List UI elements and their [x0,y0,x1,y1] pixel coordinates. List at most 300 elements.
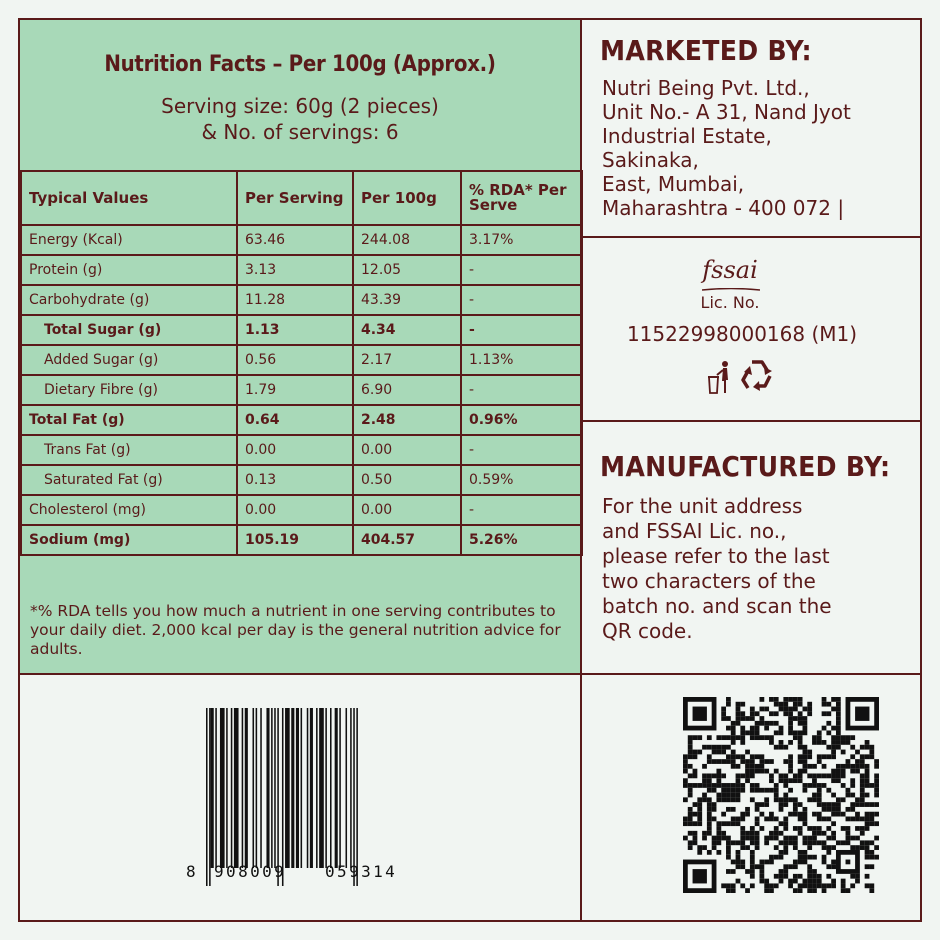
qr-module [850,874,855,879]
qr-module [860,831,865,836]
qr-module [846,740,851,745]
qr-module [774,817,779,822]
nutrient-name: Sodium (mg) [21,525,237,555]
manufactured-line: and FSSAI Lic. no., [602,519,787,543]
fssai-logo: fssai [702,256,758,284]
qr-module [702,836,707,841]
qr-module [716,778,721,783]
qr-module [793,807,798,812]
nutrient-name: Trans Fat (g) [21,435,237,465]
address-line: Maharashtra - 400 072 | [602,196,845,220]
qr-module [803,836,808,841]
qr-module [822,845,827,850]
qr-module [850,883,855,888]
qr-module [798,769,803,774]
qr-module [865,845,870,850]
qr-module [688,783,693,788]
qr-module [826,883,831,888]
qr-module [831,740,836,745]
qr-module [798,730,803,735]
qr-module [740,817,745,822]
qr-module [783,826,788,831]
qr-module [788,730,793,735]
qr-module [688,788,693,793]
qr-module [788,778,793,783]
qr-module [841,740,846,745]
qr-module [793,888,798,893]
qr-module [726,759,731,764]
qr-module [798,855,803,860]
qr-module [750,874,755,879]
qr-module [783,802,788,807]
barcode-bar [206,708,208,886]
qr-module [721,716,726,721]
qr-module [812,869,817,874]
qr-module [683,769,688,774]
qr-module [750,716,755,721]
qr-module [769,860,774,865]
qr-module [740,812,745,817]
qr-module [803,855,808,860]
qr-module [726,807,731,812]
qr-module [774,783,779,788]
qr-module [726,888,731,893]
qr-module [798,778,803,783]
qr-module [822,883,827,888]
qr-module [774,730,779,735]
qr-module [740,845,745,850]
qr-module [745,716,750,721]
qr-module [822,860,827,865]
qr-module [836,735,841,740]
qr-module [716,783,721,788]
qr-module [841,769,846,774]
qr-module [831,802,836,807]
qr-module [702,764,707,769]
qr-module [783,850,788,855]
qr-module [803,821,808,826]
qr-module [731,888,736,893]
qr-module [855,817,860,822]
qr-module [869,783,874,788]
barcode-bar [282,708,284,886]
qr-module [860,783,865,788]
qr-module [769,697,774,702]
qr-module [755,764,760,769]
qr-module [740,730,745,735]
qr-module [826,702,831,707]
barcode-bar [209,708,211,886]
qr-module [721,750,726,755]
qr-module [779,773,784,778]
per-100g-value: 2.48 [353,405,461,435]
qr-module [831,697,836,702]
qr-module [750,797,755,802]
qr-module [865,802,870,807]
qr-module [865,850,870,855]
qr-module [745,888,750,893]
qr-module [745,869,750,874]
qr-module [750,726,755,731]
qr-module [779,840,784,845]
qr-module [755,769,760,774]
qr-module [755,836,760,841]
qr-module [846,759,851,764]
qr-module [836,721,841,726]
qr-module [693,773,698,778]
qr-module [774,831,779,836]
qr-module [831,864,836,869]
qr-module [764,769,769,774]
per-serving-value: 0.00 [237,495,353,525]
qr-module [712,836,717,841]
qr-module [697,812,702,817]
qr-module [850,769,855,774]
qr-module [783,711,788,716]
qr-module [707,797,712,802]
qr-module [803,754,808,759]
qr-module [850,802,855,807]
qr-module [740,754,745,759]
per-serving-value: 3.13 [237,255,353,285]
qr-module [788,840,793,845]
qr-module [869,883,874,888]
qr-module [731,735,736,740]
barcode-bar [301,708,303,868]
qr-module [841,879,846,884]
qr-module [736,860,741,865]
qr-module [865,812,870,817]
qr-module [774,883,779,888]
qr-module [788,711,793,716]
qr-module [712,802,717,807]
qr-module [788,812,793,817]
qr-module [736,797,741,802]
qr-module [826,845,831,850]
manufactured-text [602,494,832,644]
qr-module [812,879,817,884]
qr-module [817,826,822,831]
qr-module [764,707,769,712]
qr-module [846,888,851,893]
qr-module [822,802,827,807]
qr-module [736,855,741,860]
qr-module [798,888,803,893]
qr-module [783,707,788,712]
qr-module [817,831,822,836]
qr-module [803,721,808,726]
qr-module [855,836,860,841]
per-100g-value: 6.90 [353,375,461,405]
rda-value: 3.17% [461,225,582,255]
qr-module [826,773,831,778]
qr-module [874,759,879,764]
qr-module [841,750,846,755]
qr-module [841,888,846,893]
qr-module [865,817,870,822]
qr-module [793,840,798,845]
qr-module [783,836,788,841]
qr-module [759,864,764,869]
qr-module [850,764,855,769]
qr-module [769,836,774,841]
qr-module [750,783,755,788]
qr-module [716,821,721,826]
qr-module [721,797,726,802]
qr-module [683,783,688,788]
qr-module [812,883,817,888]
qr-module [750,773,755,778]
qr-module [812,840,817,845]
qr-module [855,769,860,774]
qr-module [822,711,827,716]
qr-module [736,735,741,740]
barcode-bar [310,708,313,868]
qr-module [764,797,769,802]
qr-module [817,759,822,764]
barcode-bar [220,708,225,868]
rda-value: 1.13% [461,345,582,375]
qr-module [683,821,688,826]
qr-module [764,879,769,884]
barcode-bar [296,708,299,868]
qr-module [874,836,879,841]
qr-module [826,754,831,759]
qr-module [764,817,769,822]
qr-module [788,726,793,731]
barcode-bar [256,708,258,868]
qr-module [731,869,736,874]
qr-module [726,697,731,702]
qr-module [836,773,841,778]
qr-module [869,812,874,817]
qr-module [855,797,860,802]
qr-module [855,802,860,807]
per-100g-value: 244.08 [353,225,461,255]
per-serving-value: 0.56 [237,345,353,375]
qr-module [817,773,822,778]
qr-module [865,826,870,831]
qr-module [731,817,736,822]
qr-module [836,730,841,735]
qr-module [716,773,721,778]
qr-module [850,807,855,812]
qr-module [812,773,817,778]
qr-module [774,745,779,750]
qr-module [726,883,731,888]
qr-module [688,735,693,740]
barcode [206,708,436,888]
qr-module [707,802,712,807]
qr-module [831,793,836,798]
fssai-lic-number: 11522998000168 (M1) [626,322,858,346]
header-per-100g: Per 100g [353,171,461,225]
rda-value: 5.26% [461,525,582,555]
qr-module [740,759,745,764]
qr-module [807,888,812,893]
qr-module [798,745,803,750]
qr-module [788,716,793,721]
qr-module [731,750,736,755]
qr-module [860,826,865,831]
qr-module [731,860,736,865]
qr-module [707,754,712,759]
qr-module [707,826,712,831]
serving-size: Serving size: 60g (2 pieces) [161,94,439,118]
barcode-bar [353,708,355,886]
qr-module [836,711,841,716]
qr-module [740,773,745,778]
qr-module [759,759,764,764]
qr-module [831,821,836,826]
qr-module [779,797,784,802]
qr-module [793,797,798,802]
address-line: Industrial Estate, [602,124,772,148]
qr-module [817,802,822,807]
qr-module [697,821,702,826]
qr-module [688,793,693,798]
qr-module [846,807,851,812]
qr-module [836,740,841,745]
qr-module [702,845,707,850]
qr-module [860,797,865,802]
qr-module [697,797,702,802]
barcode-bar [211,708,214,868]
manufactured-line: QR code. [602,619,693,643]
marketed-heading: MARKETED BY: [600,34,812,67]
qr-module [697,735,702,740]
qr-module [736,864,741,869]
qr-module [869,821,874,826]
qr-module [826,730,831,735]
qr-module [759,788,764,793]
qr-module [817,740,822,745]
qr-module [693,812,698,817]
qr-module [702,797,707,802]
qr-module [707,812,712,817]
qr-module [817,817,822,822]
qr-module [759,735,764,740]
qr-module [712,773,717,778]
qr-module [707,773,712,778]
qr-module [740,788,745,793]
qr-module [716,797,721,802]
qr-module [769,740,774,745]
qr-module [788,788,793,793]
qr-finder [693,707,707,721]
per-100g-value: 2.17 [353,345,461,375]
qr-module [850,836,855,841]
barcode-bar [215,708,217,868]
qr-module [860,788,865,793]
manufactured-line: please refer to the last [602,544,830,568]
qr-module [850,845,855,850]
qr-module [812,888,817,893]
barcode-bar [291,708,294,868]
qr-module [769,778,774,783]
barcode-bar [242,708,244,868]
qr-module [793,707,798,712]
qr-module [707,745,712,750]
nutrient-name: Energy (Kcal) [21,225,237,255]
qr-module [731,797,736,802]
per-serving-value: 0.13 [237,465,353,495]
per-100g-value: 12.05 [353,255,461,285]
qr-module [688,773,693,778]
qr-module [726,850,731,855]
qr-module [731,821,736,826]
qr-module [788,721,793,726]
qr-module [688,817,693,822]
qr-module [831,707,836,712]
qr-module [836,702,841,707]
qr-module [826,721,831,726]
qr-module [798,721,803,726]
qr-module [759,879,764,884]
qr-module [846,826,851,831]
qr-module [740,883,745,888]
qr-module [874,845,879,850]
qr-module [683,836,688,841]
qr-module [731,730,736,735]
qr-module [774,855,779,860]
qr-module [865,778,870,783]
qr-module [783,797,788,802]
qr-module [707,821,712,826]
qr-module [721,883,726,888]
qr-module [865,773,870,778]
qr-module [860,845,865,850]
qr-module [793,812,798,817]
qr-module [812,797,817,802]
qr-module [774,697,779,702]
qr-module [707,831,712,836]
qr-module [726,783,731,788]
qr-module [740,735,745,740]
qr-module [860,773,865,778]
qr-module [721,783,726,788]
qr-module [764,788,769,793]
qr-module [836,840,841,845]
barcode-bar [350,708,352,868]
qr-module [831,769,836,774]
qr-module [865,764,870,769]
qr-module [869,802,874,807]
fssai-lic-label: Lic. No. [700,293,760,312]
qr-module [716,769,721,774]
qr-module [798,740,803,745]
qr-module [693,783,698,788]
qr-module [702,745,707,750]
qr-code[interactable] [683,697,879,893]
qr-module [817,788,822,793]
qr-module [688,821,693,826]
qr-module [874,783,879,788]
qr-module [846,817,851,822]
qr-module [726,716,731,721]
qr-module [755,754,760,759]
nutrient-name: Saturated Fat (g) [21,465,237,495]
qr-module [750,735,755,740]
qr-module [731,740,736,745]
qr-module [793,697,798,702]
barcode-bar [277,708,279,886]
qr-module [731,883,736,888]
qr-module [807,773,812,778]
qr-module [874,821,879,826]
qr-module [712,745,717,750]
qr-module [855,879,860,884]
